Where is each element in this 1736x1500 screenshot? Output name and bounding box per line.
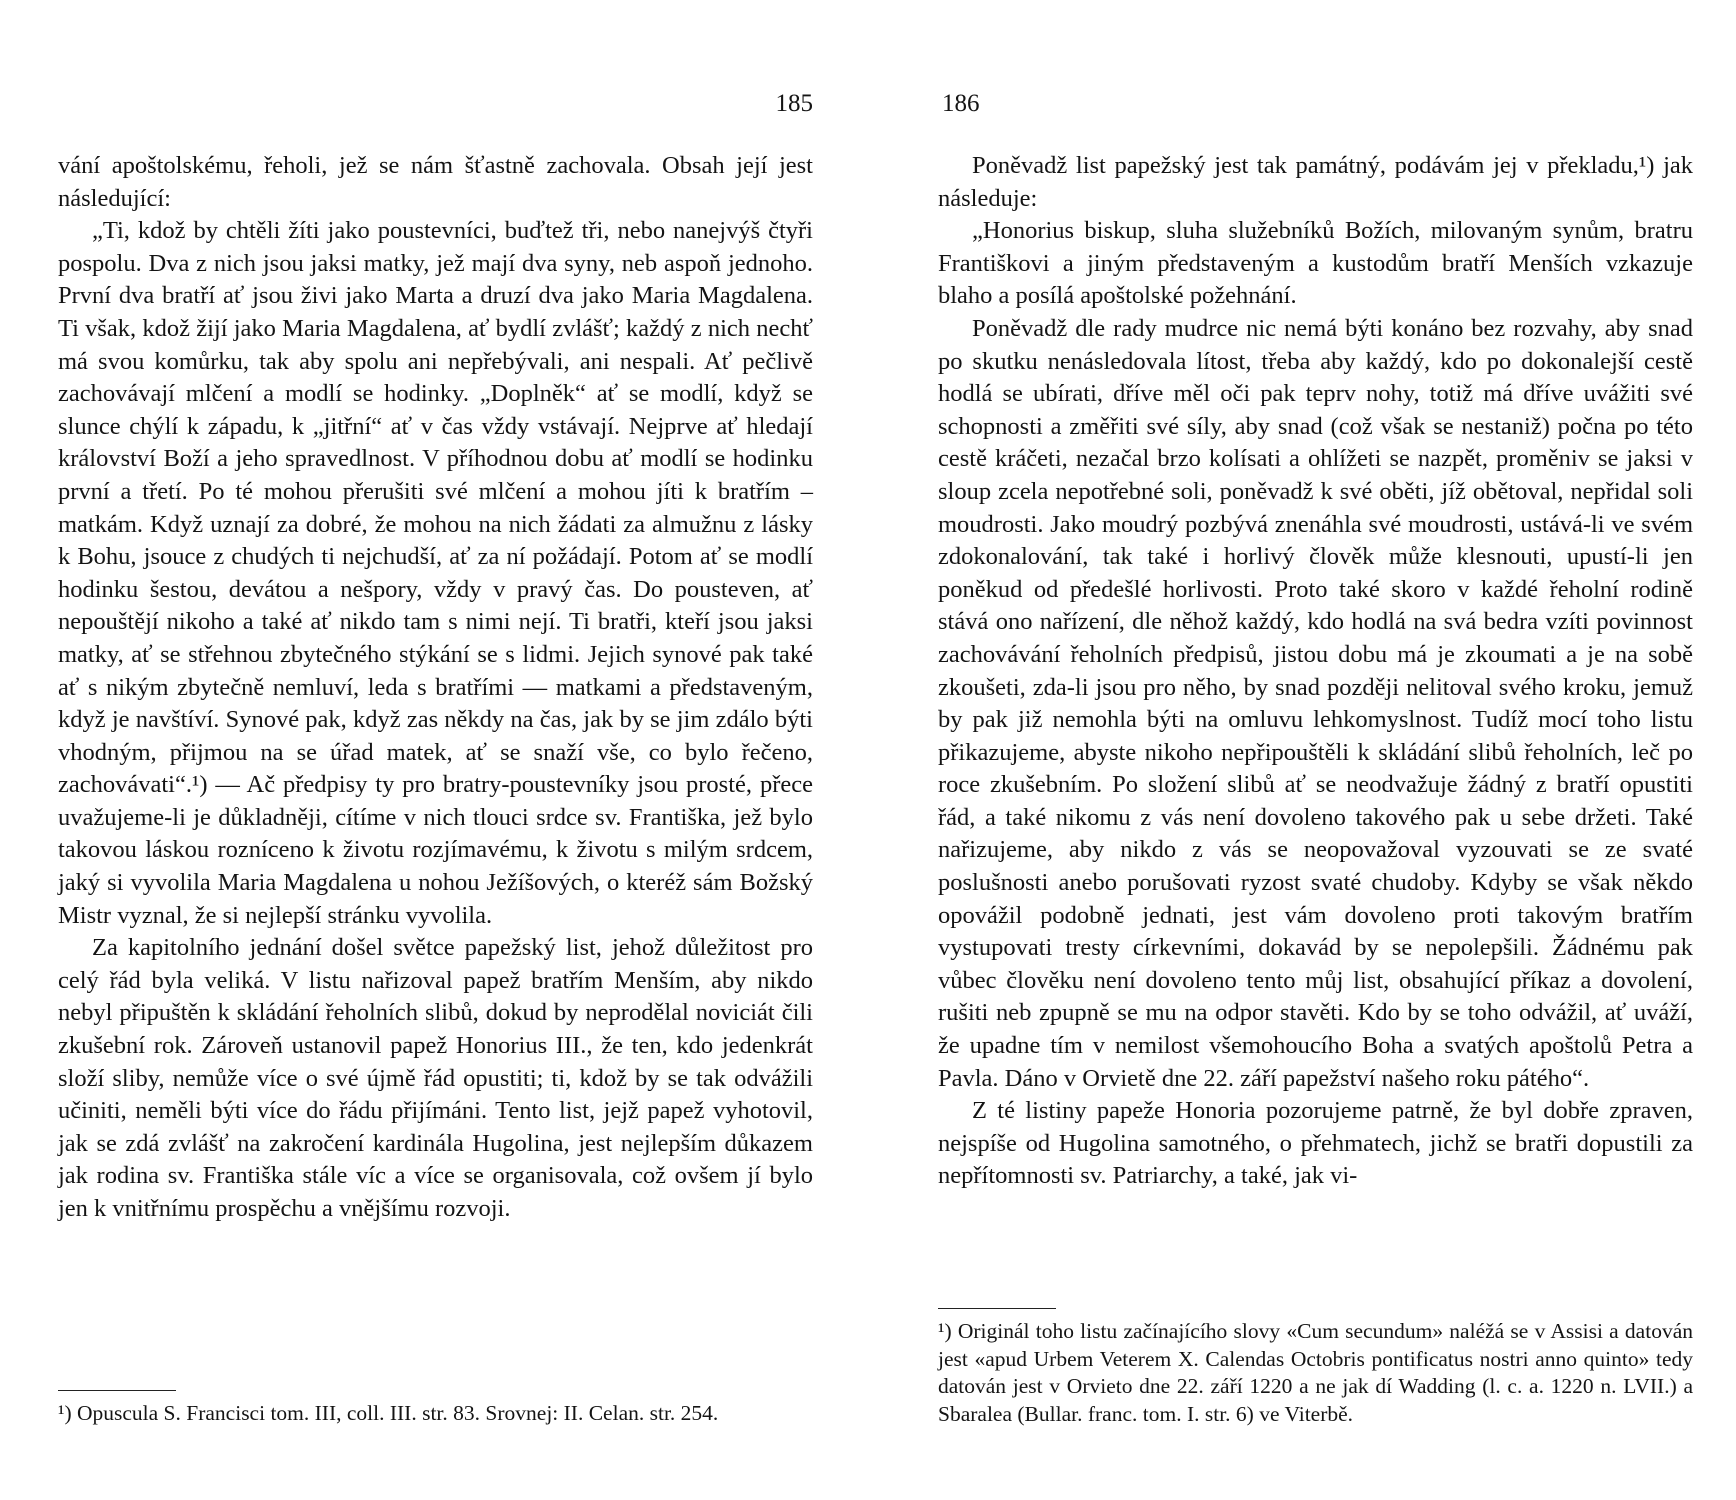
- paragraph: Za kapitolního jednání došel světce papežský list, jehož důležitost pro celý řád byla veliká. V listu nařizoval papež bratřím Menším, aby nikdo nebyl připuštěn k skládání řeholních slibů, dokud by neprodělal noviciát čili zkušební rok. Zároveň ustanovil papež Honorius III., že ten, kdo jedenkrát složí sliby, nemůže více o své újmě řád opustiti; ti, kdož by se tak odvážili učiniti, neměli býti více do řádu přijímáni. Tento list, jejž papež vyhotovil, jak se zdá zvlášť na zakročení kardinála Hugolina, jest nejlepším důkazem jak rodina sv. Františka stále víc a více se organisovala, což ovšem jí bylo jen k vnitřnímu prospěchu a vnějšímu rozvoji.: [58, 934, 813, 1222]
- page-body: [58, 150, 813, 1226]
- page-number: 185: [775, 90, 813, 117]
- footnote-rule: [58, 1390, 176, 1391]
- page-body: [938, 150, 1693, 1193]
- right-page: [938, 0, 1693, 1500]
- paragraph: „Ti, kdož by chtěli žíti jako poustevníci, buďtež tři, nebo nanejvýš čtyři pospolu. Dva z nich jsou jaksi matky, jež mají dva syny, neb aspoň jednoho. První dva bratří ať jsou živi jako Marta a druzí dva jako Maria Magdalena. Ti však, kdož žijí jako Maria Magdalena, ať bydlí zvlášť; každý z nich nechť má svou komůrku, tak aby spolu ani nepřebývali, ani nespali. Ať pečlivě zachovávají mlčení a modlí se hodinky. „Doplněk“ ať se modlí, když se slunce chýlí k západu, k „jitřní“ ať v čas vždy vstávají. Nejprve ať hledají království Boží a jeho spravedlnost. V příhodnou dobu ať modlí se hodinku první a třetí. Po té mohou přerušiti své mlčení a mohou jíti k bratřím – matkám. Když uznají za dobré, že mohou na nich žádati za almužnu z lásky k Bohu, jsouce z chudých ti nejchudší, ať za ní požádají. Potom ať se modlí hodinku šestou, devátou a nešpory, vždy v pravý čas. Do pousteven, ať nepouštějí nikoho a také ať nikdo tam s nimi nejí. Ti bratři, kteří jsou jaksi matky, ať se střehnou zbytečného stýkání se s lidmi. Jejich synové pak také ať s nikým zbytečně nemluví, leda s bratřími — matkami a představeným, když je navštíví. Synové pak, když zas někdy na čas, jak by se jim zdálo býti vhodným, přijmou na se úřad matek, ať se snaží vše, co bylo řečeno, zachovávati“.¹) — Ač předpisy ty pro bratry-poustevníky jsou prosté, přece uvažujeme-li je důkladněji, cítíme v nich tlouci srdce sv. Františka, jež bylo takovou láskou rozníceno k životu rozjímavému, k životu s milým srdcem, jaký si vyvolila Maria Magdalena u nohou Ježíšových, o kteréž sám Božský Mistr vyznal, že si nejlepší stránku vyvolila.: [58, 217, 813, 929]
- left-page: [58, 0, 813, 1500]
- page-number: 186: [942, 90, 980, 117]
- paragraph: Poněvadž list papežský jest tak památný, podávám jej v překladu,¹) jak následuje:: [938, 152, 1693, 212]
- paragraph: Poněvadž dle rady mudrce nic nemá býti konáno bez rozvahy, aby snad po skutku nenásledovala lítost, třeba aby každý, kdo po dokonalejší cestě hodlá se ubírati, dříve měl oči pak teprv nohy, totiž má dříve uvážiti své schopnosti a změřiti své síly, aby snad (což však se nestaniž) počna po této cestě kráčeti, nezačal brzo kolísati a ohlížeti se nazpět, proměniv se jaksi v sloup zcela nepotřebné soli, poněvadž k své oběti, jíž obětoval, nepřidal soli moudrosti. Jako moudrý pozbývá znenáhla své moudrosti, ustává-li ve svém zdokonalování, tak také i horlivý člověk může klesnouti, upustí-li jen poněkud od předešlé horlivosti. Proto také skoro v každé řeholní rodině stává ono nařízení, dle něhož každý, kdo hodlá na svá bedra vzíti povinnost zachovávání řeholních předpisů, jistou dobu má je zkoumati a je na sobě zkoušeti, zda-li jsou pro něho, by snad později nelitoval svého kroku, jemuž by pak již nemohla býti na omluvu lehkomyslnost. Tudíž mocí toho listu přikazujeme, abyste nikoho nepřipouštěli k skládání slibů řeholních, leč po roce zkušebním. Po složení slibů ať se neodvažuje žádný z bratří opustiti řád, a také nikomu z vás není dovoleno takového pak u sebe držeti. Také nařizujeme, aby nikdo z vás se neopovažoval vyzouvati se ze svaté poslušnosti anebo porušovati ryzost svaté chudoby. Kdyby se však někdo opovážil podobně jednati, jest vám dovoleno proti takovým bratřím vystupovati tresty církevními, dokavád by se nepolepšili. Žádnému pak vůbec člověku není dovoleno tento můj list, obsahující příkaz a dovolení, rušiti neb zpupně se mu na odpor stavěti. Kdo by se toho odvážil, ať uváží, že upadne tím v nemilost všemohoucího Boha a svatých apoštolů Petra a Pavla. Dáno v Orvietě dne 22. září papežství našeho roku pátého“.: [938, 314, 1693, 1092]
- footnote: ¹) Originál toho listu začínajícího slovy «Cum secundum» naléžá se v Assisi a datován jest «apud Urbem Veterem X. Calendas Octobris pontificatus nostri anno quinto» tedy datován jest v Orvieto dne 22. září 1220 a ne jak dí Wadding (l. c. a. 1220 n. LVII.) a Sbaralea (Bullar. franc. tom. I. str. 6) ve Viterbě.: [938, 1319, 1693, 1426]
- footnote: ¹) Opuscula S. Francisci tom. III, coll. III. str. 83. Srovnej: II. Celan. str. 254.: [58, 1401, 719, 1425]
- footnote-rule: [938, 1308, 1056, 1309]
- paragraph: Z té listiny papeže Honoria pozorujeme patrně, že byl dobře zpraven, nejspíše od Hugolina samotného, o přehmatech, jichž se bratři dopustili za nepřítomnosti sv. Patriarchy, a také, jak vi-: [938, 1097, 1693, 1190]
- paragraph: vání apoštolskému, řeholi, jež se nám šťastně zachovala. Obsah její jest následující:: [58, 152, 813, 212]
- paragraph: „Honorius biskup, sluha služebníků Božích, milovaným synům, bratru Františkovi a jiným představeným a kustodům bratří Menších vzkazuje blaho a posílá apoštolské požehnání.: [938, 217, 1693, 310]
